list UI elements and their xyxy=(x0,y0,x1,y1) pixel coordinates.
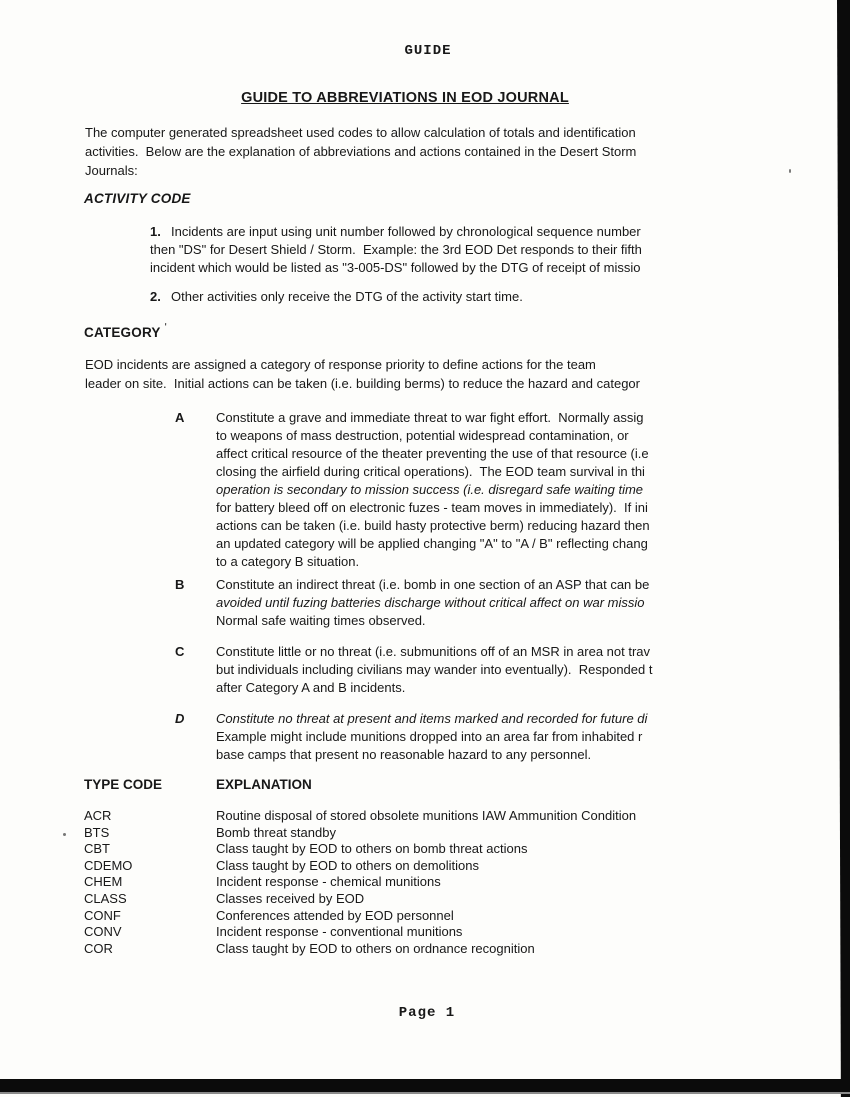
category-heading-text: CATEGORY xyxy=(84,325,161,340)
category-item-a xyxy=(175,409,650,571)
page-header-label: GUIDE xyxy=(404,43,452,59)
table-row xyxy=(84,825,636,842)
scan-speck xyxy=(789,169,791,173)
type-code: CLASS xyxy=(84,890,127,906)
text-line: operation is secondary to mission success (i.e. disregard safe waiting time xyxy=(216,482,644,497)
text-line: an updated category will be applied changing "A" to "A / B" reflecting chang xyxy=(216,536,648,551)
text-line: after Category A and B incidents. xyxy=(216,680,406,695)
table-row xyxy=(84,841,636,858)
text-line: for battery bleed off on electronic fuzes - team moves in immediately). If ini xyxy=(216,500,648,515)
category-item-b xyxy=(175,576,650,630)
text-line: base camps that present no reasonable hazard to any personnel. xyxy=(216,747,592,762)
category-letter: A xyxy=(175,410,185,425)
type-code: CHEM xyxy=(84,874,123,890)
stray-mark: ʹ xyxy=(164,322,167,334)
document-title: GUIDE TO ABBREVIATIONS IN EOD JOURNAL xyxy=(241,90,569,106)
type-code-explanation: Conferences attended by EOD personnel xyxy=(216,907,454,923)
text-line: EOD incidents are assigned a category of response priority to define actions for the team xyxy=(85,357,596,372)
type-code-explanation: Class taught by EOD to others on bomb threat actions xyxy=(216,841,528,857)
column-header-type-code: TYPE CODE xyxy=(84,777,163,792)
text-line: affect critical resource of the theater preventing the use of that resource (i.e xyxy=(216,446,649,461)
type-code: CONF xyxy=(84,907,121,923)
scan-edge-bottom-bar xyxy=(0,1079,850,1094)
item-number: 2. xyxy=(150,289,161,304)
text-line: activities. Below are the explanation of abbreviations and actions contained in the Desert Storm xyxy=(85,144,637,159)
text-line: Constitute an indirect threat (i.e. bomb in one section of an ASP that can be xyxy=(216,577,650,592)
scan-speck xyxy=(63,833,66,836)
category-item-c xyxy=(175,643,653,697)
category-item-d xyxy=(175,710,648,764)
type-code: BTS xyxy=(84,824,110,840)
table-row xyxy=(84,924,636,941)
text-line: avoided until fuzing batteries discharge without critical affect on war missio xyxy=(216,595,645,610)
type-code-explanation: Class taught by EOD to others on demolitions xyxy=(216,857,480,873)
table-row xyxy=(84,908,636,925)
type-code: COR xyxy=(84,940,113,956)
text-line: to a category B situation. xyxy=(216,554,360,569)
text-line: Other activities only receive the DTG of the activity start time. xyxy=(171,289,523,304)
column-header-explanation: EXPLANATION xyxy=(216,777,312,792)
text-line: Normal safe waiting times observed. xyxy=(216,613,426,628)
category-letter: D xyxy=(175,711,185,726)
type-code-explanation: Routine disposal of stored obsolete munitions IAW Ammunition Condition xyxy=(216,808,637,823)
text-line: The computer generated spreadsheet used codes to allow calculation of totals and identification xyxy=(85,125,636,140)
text-line: closing the airfield during critical operations). The EOD team survival in thi xyxy=(216,464,645,479)
category-letter: B xyxy=(175,577,185,592)
text-line: to weapons of mass destruction, potential widespread contamination, or xyxy=(216,428,629,443)
table-row xyxy=(84,874,636,891)
type-code-explanation: Classes received by EOD xyxy=(216,890,365,906)
text-line: Incidents are input using unit number followed by chronological sequence number xyxy=(171,224,641,239)
text-line: then "DS" for Desert Shield / Storm. Example: the 3rd EOD Det responds to their fifth xyxy=(150,242,642,257)
text-line: Constitute little or no threat (i.e. submunitions off of an MSR in area not trav xyxy=(216,644,651,659)
text-line xyxy=(150,223,642,241)
type-code: CBT xyxy=(84,841,110,857)
text-line: Example might include munitions dropped into an area far from inhabited r xyxy=(216,729,643,744)
activity-item-2 xyxy=(150,288,523,306)
type-code-explanation: Class taught by EOD to others on ordnance recognition xyxy=(216,940,535,956)
type-code-explanation: Incident response - chemical munitions xyxy=(216,874,441,890)
text-line: Constitute a grave and immediate threat to war fight effort. Normally assig xyxy=(216,410,644,425)
page-number-footer: Page 1 xyxy=(398,1005,456,1021)
category-letter: C xyxy=(175,644,185,659)
category-heading xyxy=(84,322,167,340)
item-number: 1. xyxy=(150,224,161,239)
table-row xyxy=(84,808,636,825)
text-line: but individuals including civilians may wander into eventually). Responded t xyxy=(216,662,653,677)
table-row xyxy=(84,858,636,875)
scan-edge-right-bar xyxy=(837,0,850,1097)
text-line: incident which would be listed as "3-005-DS" followed by the DTG of receipt of missio xyxy=(150,260,641,275)
text-line xyxy=(150,288,523,306)
type-code-table-header xyxy=(84,777,312,792)
type-code: CONV xyxy=(84,924,122,940)
type-code-explanation: Bomb threat standby xyxy=(216,824,336,840)
type-code-explanation: Incident response - conventional munitions xyxy=(216,924,463,940)
text-line: Journals: xyxy=(85,163,138,178)
text-line: leader on site. Initial actions can be taken (i.e. building berms) to reduce the hazard and categor xyxy=(85,376,640,391)
text-line: Constitute no threat at present and items marked and recorded for future di xyxy=(216,711,648,726)
type-code-table xyxy=(84,808,636,957)
category-intro-paragraph xyxy=(85,355,640,393)
text-line: actions can be taken (i.e. build hasty protective berm) reducing hazard then xyxy=(216,518,650,533)
activity-item-1 xyxy=(150,223,642,277)
type-code: CDEMO xyxy=(84,857,133,873)
intro-paragraph xyxy=(85,123,636,180)
type-code: ACR xyxy=(84,808,112,823)
table-row xyxy=(84,941,636,958)
activity-code-heading: ACTIVITY CODE xyxy=(84,191,191,206)
table-row xyxy=(84,891,636,908)
